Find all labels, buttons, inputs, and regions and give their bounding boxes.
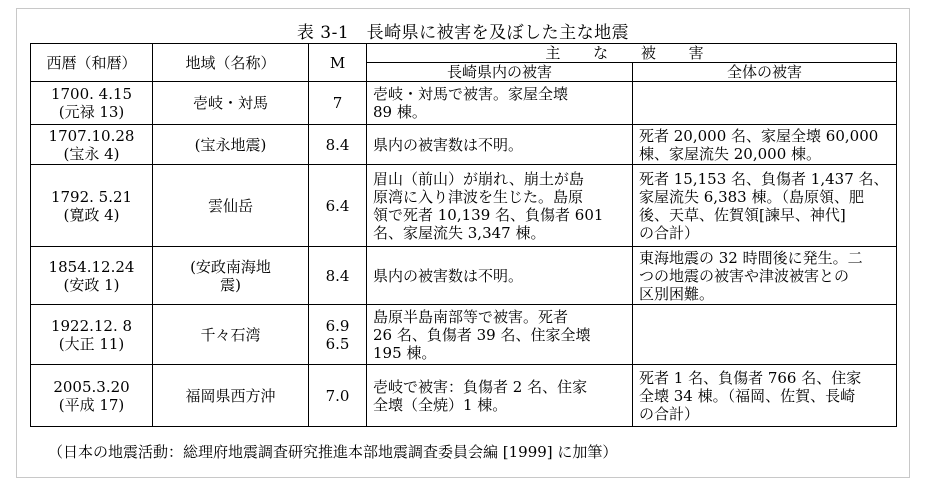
- cell-damage-total: 東海地震の 32 時間後に発生。二 つの地震の被害や津波被害との 区別困難。: [633, 247, 897, 305]
- cell-year: 1707.10.28 (宝永 4): [31, 125, 153, 165]
- header-year: 西暦（和暦）: [31, 44, 153, 82]
- table-row: [31, 365, 897, 427]
- header-damage-total: 全体の被害: [633, 63, 897, 82]
- cell-damage-nagasaki: 壱岐で被害：負傷者 2 名、住家 全壊（全焼）1 棟。: [367, 365, 633, 427]
- cell-year: 1700. 4.15 (元禄 13): [31, 82, 153, 125]
- cell-damage-total: [633, 305, 897, 365]
- cell-year: 1854.12.24 (安政 1): [31, 247, 153, 305]
- table-row: [31, 125, 897, 165]
- cell-damage-nagasaki: 県内の被害数は不明。: [367, 125, 633, 165]
- cell-year: 1792. 5.21 (寛政 4): [31, 165, 153, 247]
- cell-year: 1922.12. 8 (大正 11): [31, 305, 153, 365]
- table-row: [31, 82, 897, 125]
- cell-region: (宝永地震): [153, 125, 309, 165]
- cell-magnitude: 7.0: [309, 365, 367, 427]
- earthquake-table: [30, 43, 897, 427]
- cell-damage-total: 死者 20,000 名、家屋全壊 60,000 棟、家屋流失 20,000 棟。: [633, 125, 897, 165]
- header-region: 地域（名称）: [153, 44, 309, 82]
- header-damage-group: 主 な 被 害: [367, 44, 897, 63]
- cell-damage-nagasaki: 県内の被害数は不明。: [367, 247, 633, 305]
- cell-magnitude: 6.4: [309, 165, 367, 247]
- cell-region: 雲仙岳: [153, 165, 309, 247]
- header-damage-nagasaki: 長崎県内の被害: [367, 63, 633, 82]
- cell-damage-nagasaki: 島原半島南部等で被害。死者 26 名、負傷者 39 名、住家全壊 195 棟。: [367, 305, 633, 365]
- cell-damage-total: 死者 15,153 名、負傷者 1,437 名、 家屋流失 6,383 棟。（島原領、肥 後、天草、佐賀領[諫早、神代] の合計）: [633, 165, 897, 247]
- cell-magnitude: 8.4: [309, 247, 367, 305]
- table-row: [31, 305, 897, 365]
- table-row: [31, 165, 897, 247]
- cell-region: 福岡県西方沖: [153, 365, 309, 427]
- cell-damage-nagasaki: 眉山（前山）が崩れ、崩土が島 原湾に入り津波を生じた。島原 領で死者 10,139 名、負傷者 601 名、家屋流失 3,347 棟。: [367, 165, 633, 247]
- table-row: [31, 247, 897, 305]
- cell-region: 千々石湾: [153, 305, 309, 365]
- cell-magnitude: 8.4: [309, 125, 367, 165]
- cell-region: 壱岐・対馬: [153, 82, 309, 125]
- cell-damage-nagasaki: 壱岐・対馬で被害。家屋全壊 89 棟。: [367, 82, 633, 125]
- source-note: （日本の地震活動：総理府地震調査研究推進本部地震調査委員会編 [1999] に加筆）: [48, 443, 618, 461]
- cell-damage-total: [633, 82, 897, 125]
- cell-magnitude: 7: [309, 82, 367, 125]
- header-magnitude: M: [309, 44, 367, 82]
- table-title: 表 3-1 長崎県に被害を及ぼした主な地震: [296, 23, 630, 43]
- cell-damage-total: 死者 1 名、負傷者 766 名、住家 全壊 34 棟。（福岡、佐賀、長崎 の合計）: [633, 365, 897, 427]
- cell-year: 2005.3.20 (平成 17): [31, 365, 153, 427]
- cell-magnitude: 6.9 6.5: [309, 305, 367, 365]
- cell-region: (安政南海地 震): [153, 247, 309, 305]
